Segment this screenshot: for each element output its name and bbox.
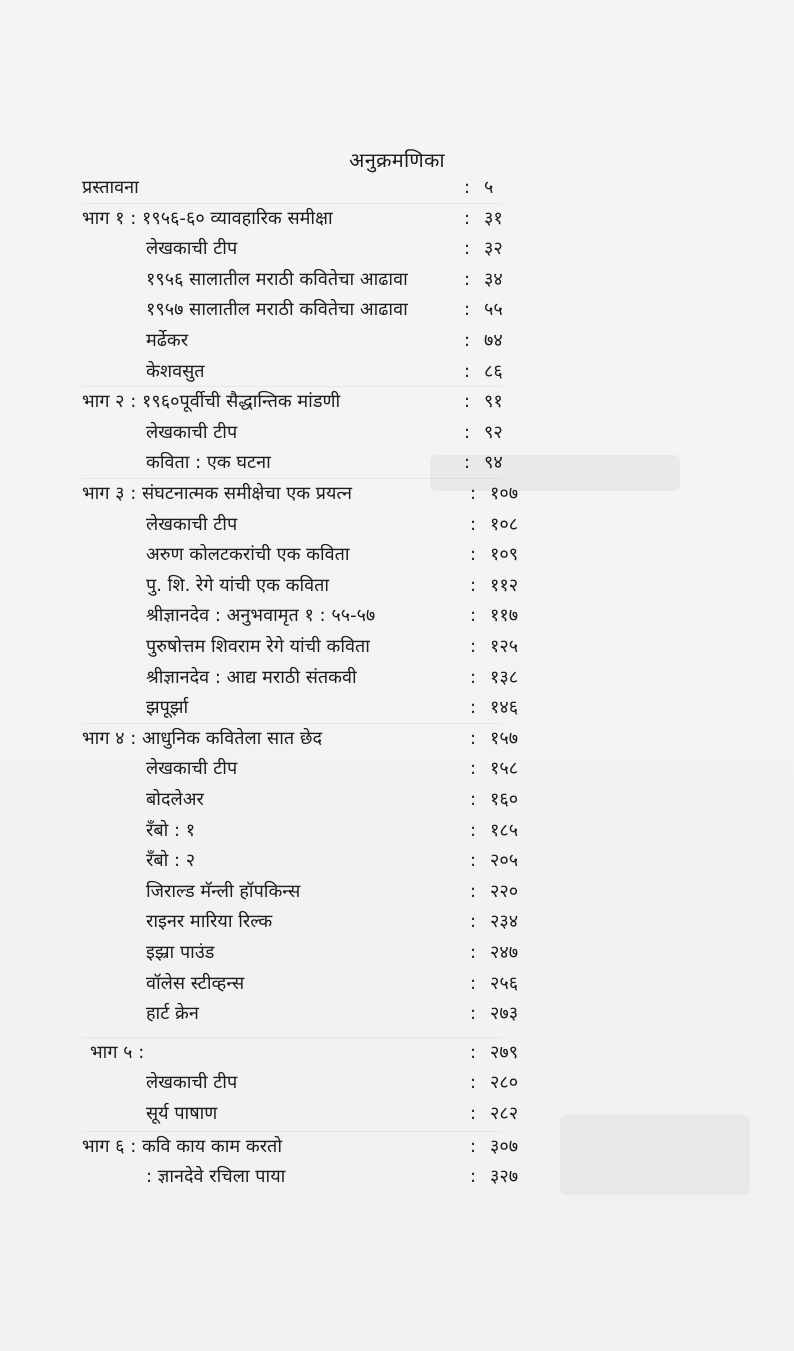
toc-page-number: ३१	[484, 208, 503, 229]
toc-entry-label: भाग ४ : आधुनिक कवितेला सात छेद	[82, 728, 323, 749]
toc-separator: :	[470, 544, 477, 565]
toc-separator: :	[464, 269, 471, 290]
toc-entry-label: हार्ट क्रेन	[146, 1003, 199, 1024]
toc-entry-row	[0, 1162, 794, 1192]
toc-separator: :	[470, 636, 477, 657]
toc-entry-label: पु. शि. रेगे यांची एक कविता	[146, 575, 330, 596]
toc-entry-label: केशवसुत	[146, 361, 205, 382]
toc-entry-row	[0, 1068, 794, 1098]
toc-page-number: १६०	[490, 789, 519, 810]
toc-separator: :	[464, 452, 471, 473]
toc-section-row	[0, 1132, 794, 1162]
toc-entry-row	[0, 418, 794, 448]
toc-page-number: १४६	[490, 697, 519, 718]
toc-entry-row	[0, 234, 794, 264]
section-divider	[82, 203, 502, 204]
toc-separator: :	[470, 667, 477, 688]
toc-entry-label: राइनर मारिया रिल्क	[146, 911, 273, 932]
toc-entry-row	[0, 693, 794, 723]
toc-entry-label: : ज्ञानदेवे रचिला पाया	[146, 1166, 286, 1187]
toc-separator: :	[470, 789, 477, 810]
toc-separator: :	[470, 697, 477, 718]
toc-entry-label: मर्ढेकर	[146, 330, 189, 351]
section-divider	[82, 1131, 502, 1132]
toc-separator: :	[464, 330, 471, 351]
toc-page-number: ११२	[490, 575, 519, 596]
toc-separator: :	[464, 177, 471, 198]
toc-page-number: १५७	[490, 728, 519, 749]
toc-entry-row	[0, 601, 794, 631]
toc-page-number: ५	[484, 177, 494, 198]
toc-page-number: ३४	[484, 269, 503, 290]
toc-entry-label: लेखकाची टीप	[146, 1072, 238, 1093]
toc-entry-label: लेखकाची टीप	[146, 422, 238, 443]
toc-entry-row	[0, 295, 794, 325]
toc-entry-row	[0, 357, 794, 387]
toc-separator: :	[470, 850, 477, 871]
toc-separator: :	[470, 575, 477, 596]
toc-entry-row	[0, 877, 794, 907]
toc-entry-row	[0, 265, 794, 295]
toc-entry-row	[0, 846, 794, 876]
toc-entry-label: रँबो : १	[146, 820, 196, 841]
toc-entry-row	[0, 663, 794, 693]
toc-separator: :	[470, 942, 477, 963]
toc-page-number: २०५	[490, 850, 519, 871]
toc-entry-label: सूर्य पाषाण	[146, 1103, 218, 1124]
section-divider	[82, 478, 502, 479]
toc-section-row	[0, 387, 794, 417]
toc-page-number: ८६	[484, 361, 503, 382]
toc-page-number: २४७	[490, 942, 519, 963]
toc-entry-row	[0, 816, 794, 846]
toc-entry-label: १९५६ सालातील मराठी कवितेचा आढावा	[146, 269, 408, 290]
toc-page-number: ९१	[484, 391, 503, 412]
toc-entry-label: झपूर्झा	[146, 697, 189, 718]
toc-page-number: १३८	[490, 667, 519, 688]
toc-separator: :	[470, 728, 477, 749]
toc-entry-label: पुरुषोत्तम शिवराम रेगे यांची कविता	[146, 636, 370, 657]
toc-page-number: १५८	[490, 758, 519, 779]
toc-entry-label: अरुण कोलटकरांची एक कविता	[146, 544, 350, 565]
toc-separator: :	[470, 514, 477, 535]
toc-entry-row	[0, 326, 794, 356]
toc-page-number: १०७	[490, 483, 519, 504]
section-divider	[82, 1037, 502, 1038]
toc-entry-label: भाग २ : १९६०पूर्वीची सैद्धान्तिक मांडणी	[82, 391, 341, 412]
toc-entry-row	[0, 999, 794, 1029]
toc-entry-label: वॉलेस स्टीव्हन्स	[146, 973, 245, 994]
toc-page-number: २८०	[490, 1072, 519, 1093]
toc-separator: :	[464, 238, 471, 259]
toc-entry-row	[0, 448, 794, 478]
toc-entry-row	[0, 632, 794, 662]
toc-page-number: ३२७	[490, 1166, 519, 1187]
toc-separator: :	[470, 973, 477, 994]
toc-entry-row	[0, 907, 794, 937]
toc-separator: :	[470, 1042, 477, 1063]
toc-separator: :	[470, 483, 477, 504]
toc-separator: :	[464, 299, 471, 320]
toc-section-row	[0, 173, 794, 203]
toc-entry-row	[0, 540, 794, 570]
toc-page-number: ५५	[484, 299, 503, 320]
toc-page-number: १०९	[490, 544, 519, 565]
toc-page-number: ७४	[484, 330, 503, 351]
toc-separator: :	[464, 361, 471, 382]
toc-separator: :	[470, 1003, 477, 1024]
toc-separator: :	[470, 881, 477, 902]
toc-separator: :	[464, 391, 471, 412]
toc-entry-row	[0, 969, 794, 999]
toc-entry-label: भाग १ : १९५६-६० व्यावहारिक समीक्षा	[82, 208, 333, 229]
toc-entry-label: लेखकाची टीप	[146, 238, 238, 259]
toc-entry-row	[0, 510, 794, 540]
toc-page-number: २७९	[490, 1042, 519, 1063]
toc-entry-label: भाग ३ : संघटनात्मक समीक्षेचा एक प्रयत्न	[82, 483, 352, 504]
toc-entry-label: कविता : एक घटना	[146, 452, 271, 473]
toc-separator: :	[470, 1136, 477, 1157]
toc-separator: :	[470, 1166, 477, 1187]
toc-page-number: २३४	[490, 911, 519, 932]
section-divider	[82, 386, 502, 387]
toc-page-number: ९४	[484, 452, 503, 473]
toc-page-number: ३०७	[490, 1136, 519, 1157]
toc-section-row	[0, 724, 794, 754]
toc-entry-row	[0, 785, 794, 815]
toc-section-row	[0, 1038, 794, 1068]
toc-entry-label: इझ्रा पाउंड	[146, 942, 215, 963]
toc-entry-label: जिराल्ड मॅन्ली हॉपकिन्स	[146, 881, 301, 902]
toc-entry-label: लेखकाची टीप	[146, 758, 238, 779]
toc-separator: :	[464, 208, 471, 229]
toc-entry-label: भाग ५ :	[90, 1042, 145, 1063]
toc-entry-label: बोदलेअर	[146, 789, 204, 810]
toc-page-number: १०८	[490, 514, 519, 535]
toc-page-number: ३२	[484, 238, 503, 259]
toc-entry-label: रँबो : २	[146, 850, 196, 871]
toc-page-number: ११७	[490, 605, 519, 626]
toc-entry-row	[0, 571, 794, 601]
toc-page-number: ९२	[484, 422, 503, 443]
toc-page-number: १२५	[490, 636, 519, 657]
toc-entry-label: १९५७ सालातील मराठी कवितेचा आढावा	[146, 299, 408, 320]
toc-page-number: १८५	[490, 820, 519, 841]
toc-separator: :	[470, 820, 477, 841]
page-title: अनुक्रमणिका	[349, 148, 445, 172]
toc-separator: :	[470, 605, 477, 626]
toc-entry-label: लेखकाची टीप	[146, 514, 238, 535]
toc-entry-row	[0, 938, 794, 968]
toc-section-row	[0, 204, 794, 234]
toc-entry-label: श्रीज्ञानदेव : अनुभवामृत १ : ५५-५७	[146, 605, 376, 626]
toc-separator: :	[464, 422, 471, 443]
toc-separator: :	[470, 758, 477, 779]
section-divider	[82, 723, 502, 724]
toc-entry-label: श्रीज्ञानदेव : आद्य मराठी संतकवी	[146, 667, 357, 688]
toc-separator: :	[470, 1103, 477, 1124]
toc-section-row	[0, 479, 794, 509]
toc-separator: :	[470, 911, 477, 932]
toc-page-number: २८२	[490, 1103, 519, 1124]
toc-entry-label: प्रस्तावना	[82, 177, 139, 198]
toc-page-number: २५६	[490, 973, 519, 994]
toc-separator: :	[470, 1072, 477, 1093]
toc-entry-label: भाग ६ : कवि काय काम करतो	[82, 1136, 282, 1157]
toc-entry-row	[0, 754, 794, 784]
toc-page-number: २२०	[490, 881, 519, 902]
toc-entry-row	[0, 1099, 794, 1129]
toc-page-number: २७३	[490, 1003, 519, 1024]
